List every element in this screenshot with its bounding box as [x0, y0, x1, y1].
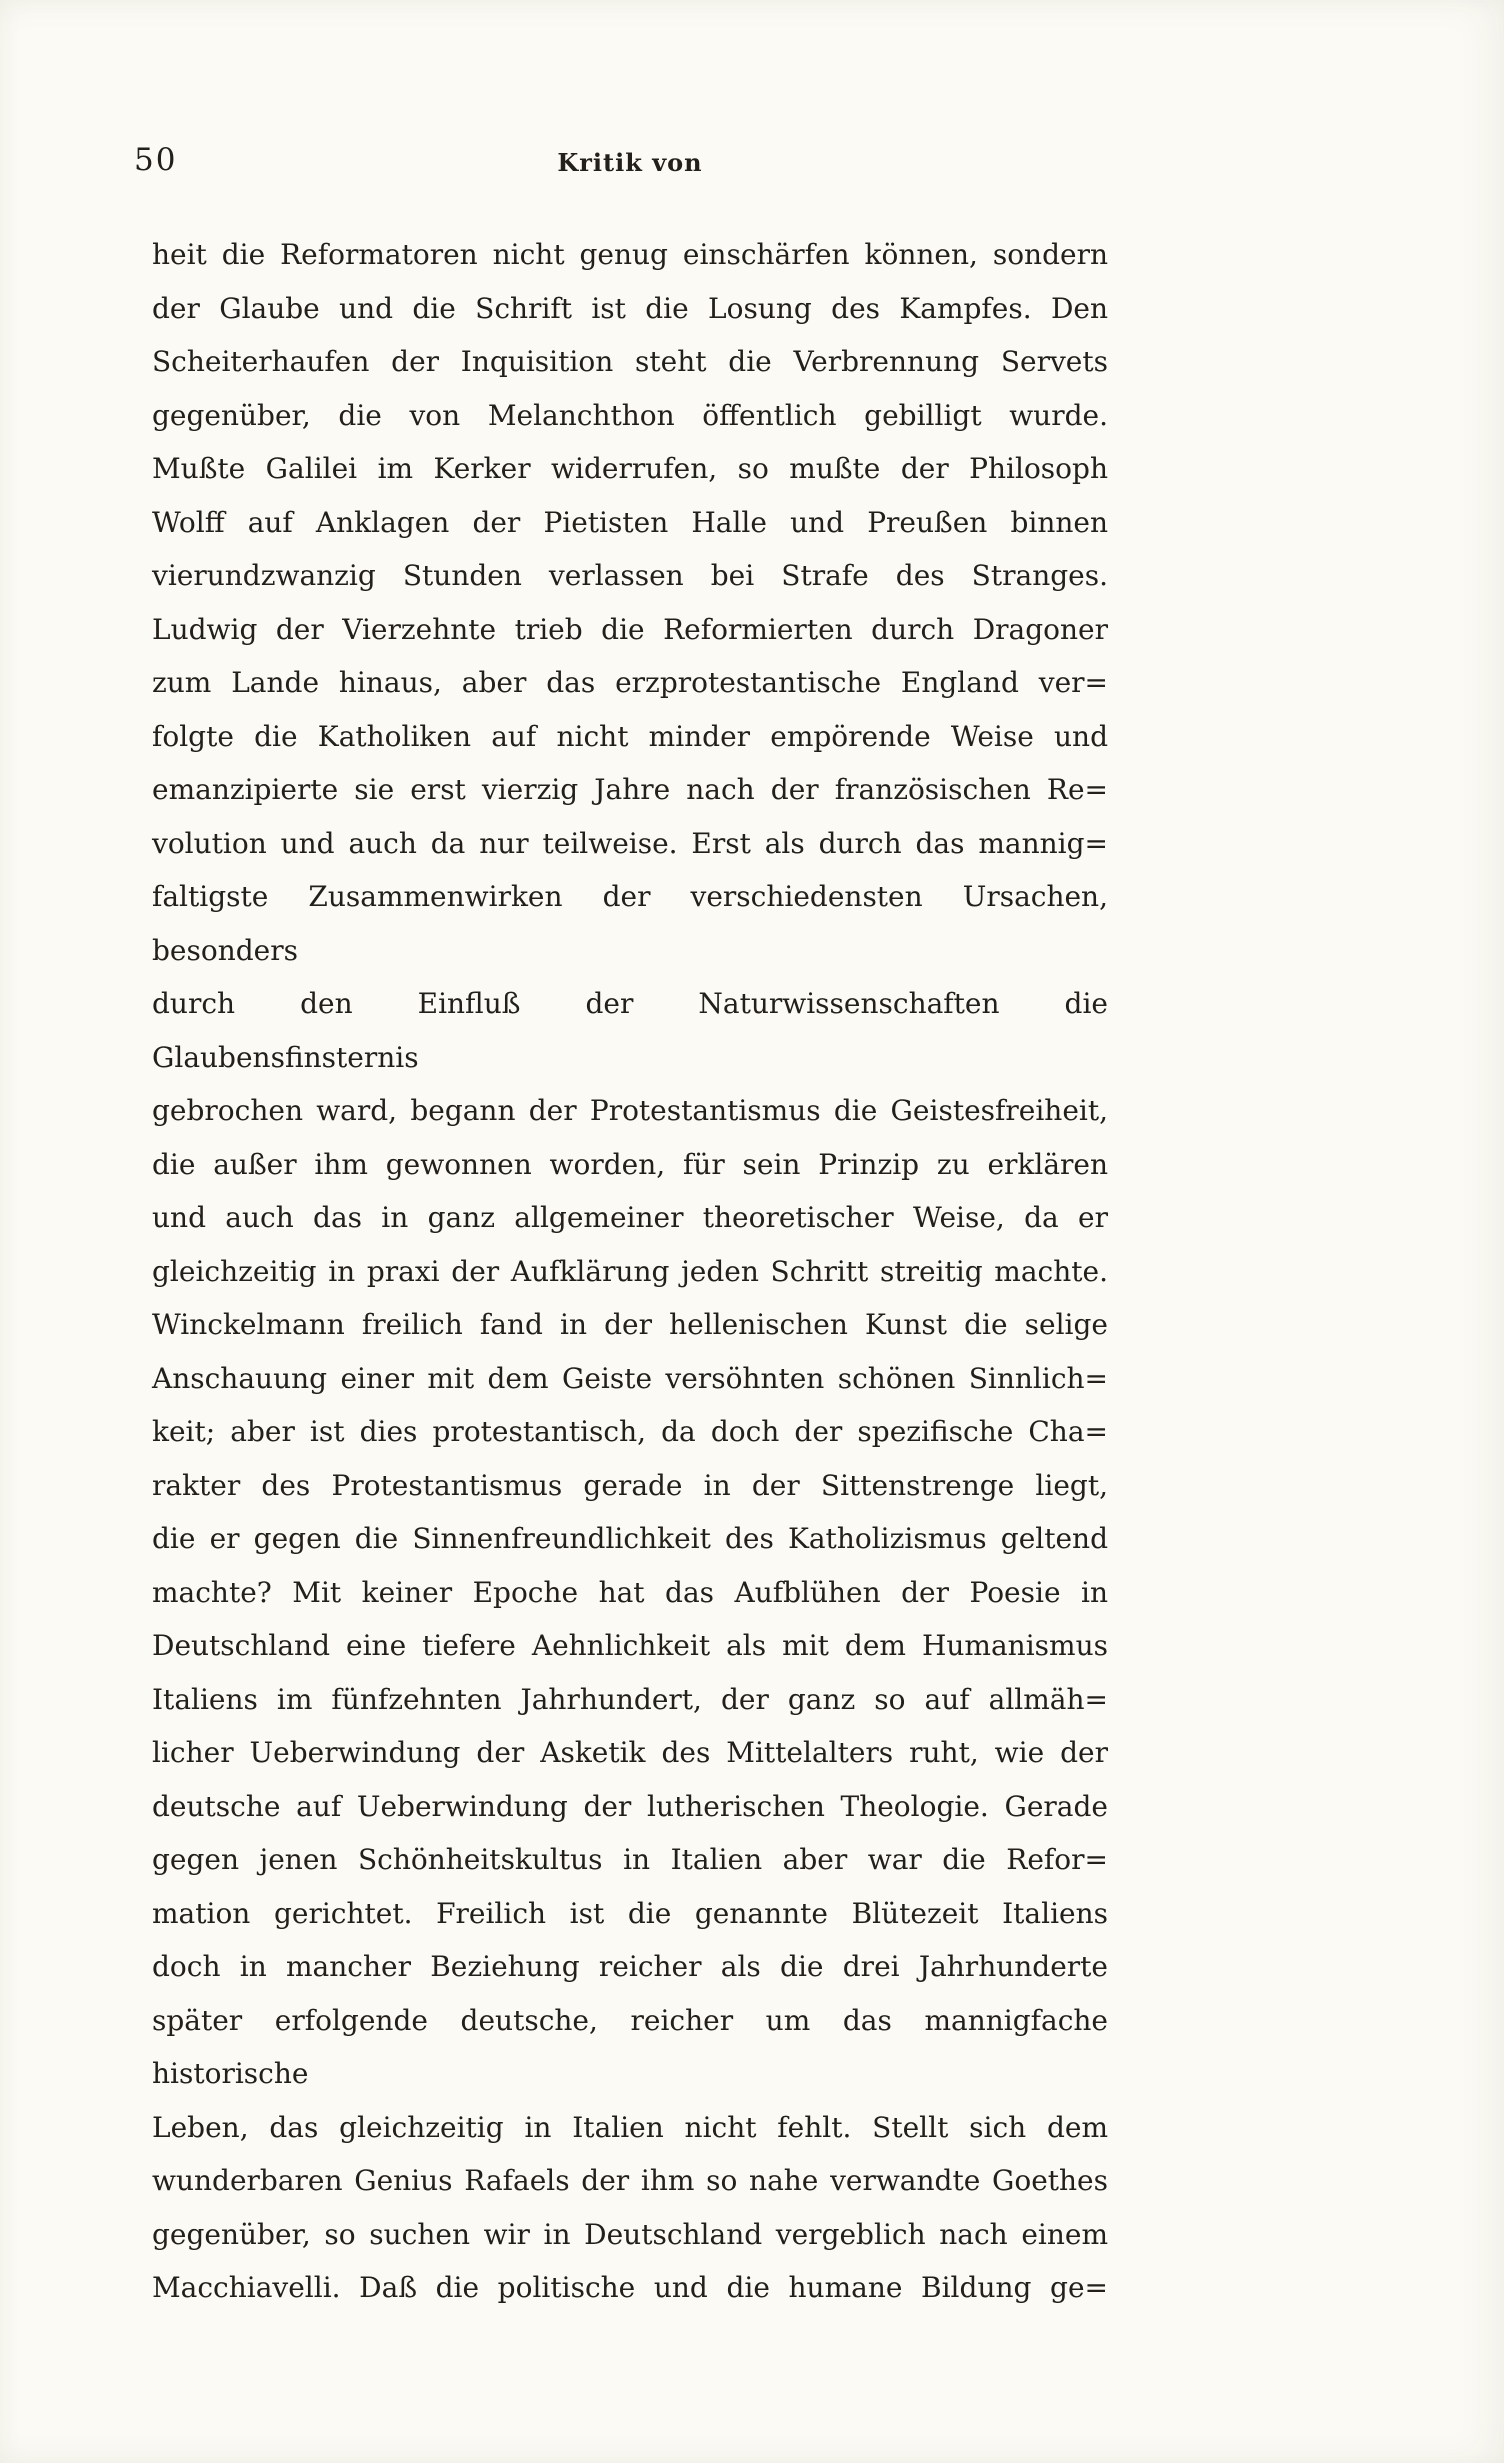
text-line: deutsche auf Ueberwindung der lutherischen Theologie. Gerade [152, 1789, 1108, 1823]
running-header: Kritik von [557, 148, 703, 177]
text-line: Scheiterhaufen der Inquisition steht die Verbrennung Servets [152, 345, 1108, 378]
text-line: die er gegen die Sinnenfreundlichkeit des Katholizismus geltend [152, 1522, 1108, 1555]
text-line: Italiens im fünfzehnten Jahrhundert, der ganz so auf allmäh= [152, 1682, 1108, 1716]
text-line: Anschauung einer mit dem Geiste versöhnten schönen Sinnlich= [152, 1361, 1108, 1395]
text-line: später erfolgende deutsche, reicher um das mannigfache historische [152, 2003, 1108, 2090]
text-line: Leben, das gleichzeitig in Italien nicht fehlt. Stellt sich dem [152, 2110, 1108, 2144]
text-line: gleichzeitig in praxi der Aufklärung jeden Schritt streitig machte. [152, 1254, 1108, 1288]
text-line: mation gerichtet. Freilich ist die genannte Blütezeit Italiens [152, 1896, 1108, 1930]
page-header [134, 140, 1108, 186]
body-text [152, 228, 1108, 2315]
text-block [134, 140, 1108, 2315]
text-line: Ludwig der Vierzehnte trieb die Reformierten durch Dragoner [152, 612, 1108, 646]
text-line: doch in mancher Beziehung reicher als die drei Jahrhunderte [152, 1950, 1108, 1983]
text-line: faltigste Zusammenwirken der verschiedensten Ursachen, besonders [152, 880, 1108, 967]
page-number: 50 [134, 142, 178, 178]
text-line: vierundzwanzig Stunden verlassen bei Strafe des Stranges. [152, 559, 1108, 592]
text-line: Deutschland eine tiefere Aehnlichkeit als mit dem Humanismus [152, 1629, 1108, 1662]
text-line: licher Ueberwindung der Asketik des Mittelalters ruht, wie der [152, 1736, 1108, 1769]
text-line: die außer ihm gewonnen worden, für sein Prinzip zu erklären [152, 1147, 1108, 1181]
text-line: wunderbaren Genius Rafaels der ihm so nahe verwandte Goethes [152, 2164, 1108, 2197]
text-line: folgte die Katholiken auf nicht minder empörende Weise und [152, 719, 1108, 753]
text-line: gebrochen ward, begann der Protestantismus die Geistesfreiheit, [152, 1094, 1108, 1127]
text-line: und auch das in ganz allgemeiner theoretischer Weise, da er [152, 1201, 1108, 1234]
text-line: volution und auch da nur teilweise. Erst als durch das mannig= [152, 826, 1108, 860]
text-line: gegenüber, so suchen wir in Deutschland vergeblich nach einem [152, 2217, 1108, 2251]
text-line: heit die Reformatoren nicht genug einschärfen können, sondern [152, 238, 1108, 271]
text-line: emanzipierte sie erst vierzig Jahre nach der französischen Re= [152, 773, 1108, 806]
text-line: Wolff auf Anklagen der Pietisten Halle und Preußen binnen [152, 505, 1108, 539]
text-line: durch den Einfluß der Naturwissenschaften die Glaubensfinsternis [152, 987, 1108, 1074]
text-line: Macchiavelli. Daß die politische und die humane Bildung ge= [152, 2271, 1108, 2304]
text-line: der Glaube und die Schrift ist die Losung des Kampfes. Den [152, 291, 1108, 325]
text-line: gegenüber, die von Melanchthon öffentlich gebilligt wurde. [152, 398, 1108, 432]
text-line: zum Lande hinaus, aber das erzprotestantische England ver= [152, 666, 1108, 699]
text-line: keit; aber ist dies protestantisch, da doch der spezifische Cha= [152, 1415, 1108, 1448]
text-line: gegen jenen Schönheitskultus in Italien aber war die Refor= [152, 1843, 1108, 1876]
text-line: rakter des Protestantismus gerade in der Sittenstrenge liegt, [152, 1468, 1108, 1502]
text-line: Winckelmann freilich fand in der hellenischen Kunst die selige [152, 1308, 1108, 1341]
text-line: machte? Mit keiner Epoche hat das Aufblühen der Poesie in [152, 1575, 1108, 1609]
text-line: Mußte Galilei im Kerker widerrufen, so mußte der Philosoph [152, 452, 1108, 485]
